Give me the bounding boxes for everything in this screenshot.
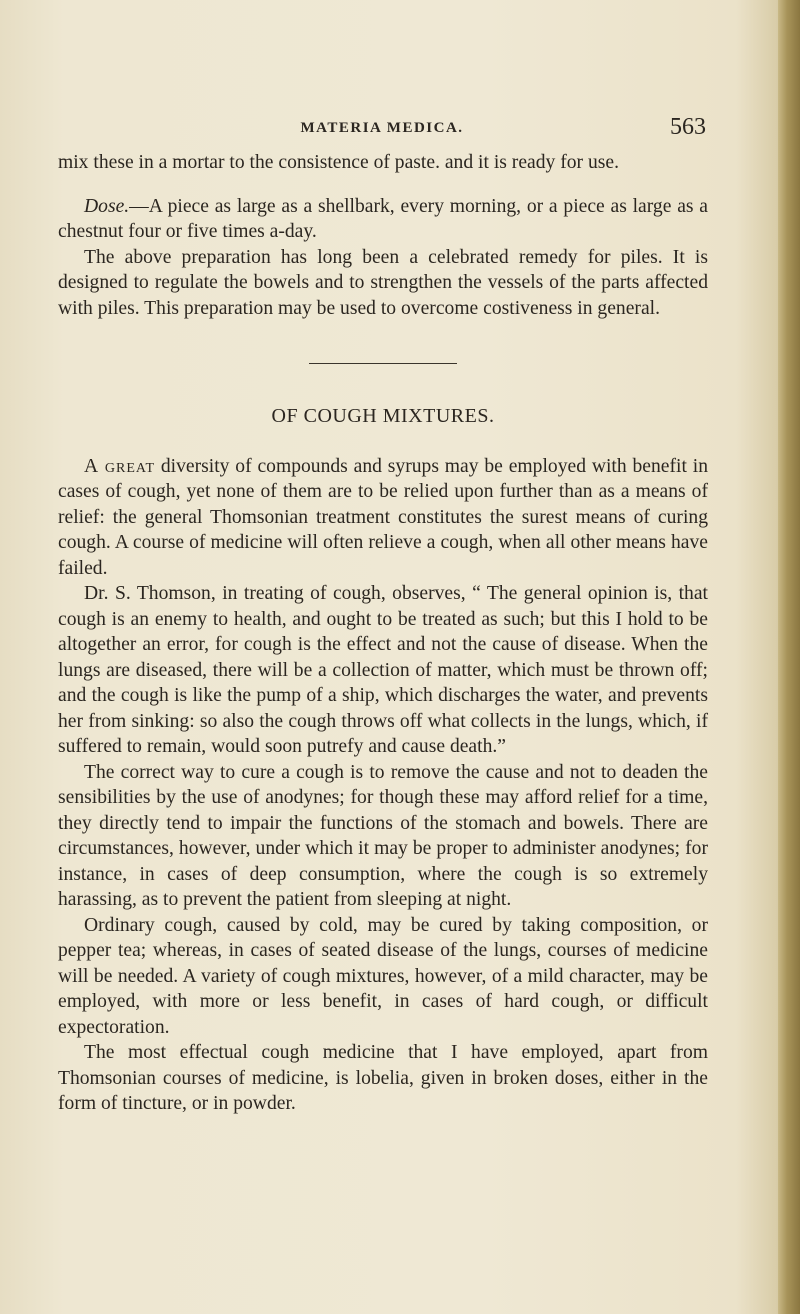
cough-intro-text: diversity of compounds and syrups may be employed with benefit in cases of cough, yet none of them are to be relied upon further than as a means of relief: the general Thomsonian treatment constitutes the surest means of curing cough. A course of medicine will often relieve a cough, when all other means have failed. [58,455,708,579]
paragraph-thomson-quote: Dr. S. Thomson, in treating of cough, observes, “ The general opinion is, that cough is an enemy to health, and ought to be treated as such; but this I hold to be altogether an error, for cough is the effect and not the cause of disease. When the lungs are diseased, there will be a collection of matter, which must be thrown off; and the cough is like the pump of a ship, which discharges the water, and prevents her from sinking: so also the cough throws off what collects in the lungs, which, if suffered to remain, would soon putrefy and cause death.” [58,583,708,757]
page-edge-shadow [778,0,800,1314]
paragraph-lobelia: The most effectual cough medicine that I have employed, apart from Thomsonian courses of medicine, is lobelia, given in broken doses, either in the form of tincture, or in powder. [58,1042,708,1114]
running-title: MATERIA MEDICA. [300,120,464,136]
paragraph-piles: The above preparation has long been a celebrated remedy for piles. It is designed to regulate the bowels and to strengthen the vessels of the parts affected with piles. This preparation may be used to overcome costiveness in general. [58,246,708,319]
paragraph-dose [58,194,708,245]
paragraph-ordinary-cough: Ordinary cough, caused by cold, may be cured by taking composition, or pepper tea; whereas, in cases of seated disease of the lungs, courses of medicine will be needed. A variety of cough mixtures, however, of a mild character, may be employed, with more or less benefit, in cases of hard cough, or difficult expectoration. [58,914,708,1038]
page-number: 563 [670,114,706,140]
dose-text: —A piece as large as a shellbark, every morning, or a piece as large as a chestnut four or five times a-day. [58,195,708,242]
paragraph-correct-cure: The correct way to cure a cough is to remove the cause and not to deaden the sensibilities by the use of anodynes; for though these may afford relief for a time, they directly tend to impair the functions of the stomach and bowels. There are circumstances, however, under which it may be proper to administer anodynes; for instance, in cases of deep consumption, where the cough is so extremely harassing, as to prevent the patient from sleeping at night. [58,761,708,910]
lead-words: A great [84,455,156,477]
body-text [58,150,708,1117]
paragraph-continuation: mix these in a mortar to the consistence of paste. and it is ready for use. [58,152,619,173]
section-divider [309,363,457,364]
section-heading: OF COUGH MIXTURES. [271,405,495,427]
dose-label: Dose. [84,195,130,217]
page-header [58,114,706,148]
paragraph-cough-intro [58,454,708,582]
